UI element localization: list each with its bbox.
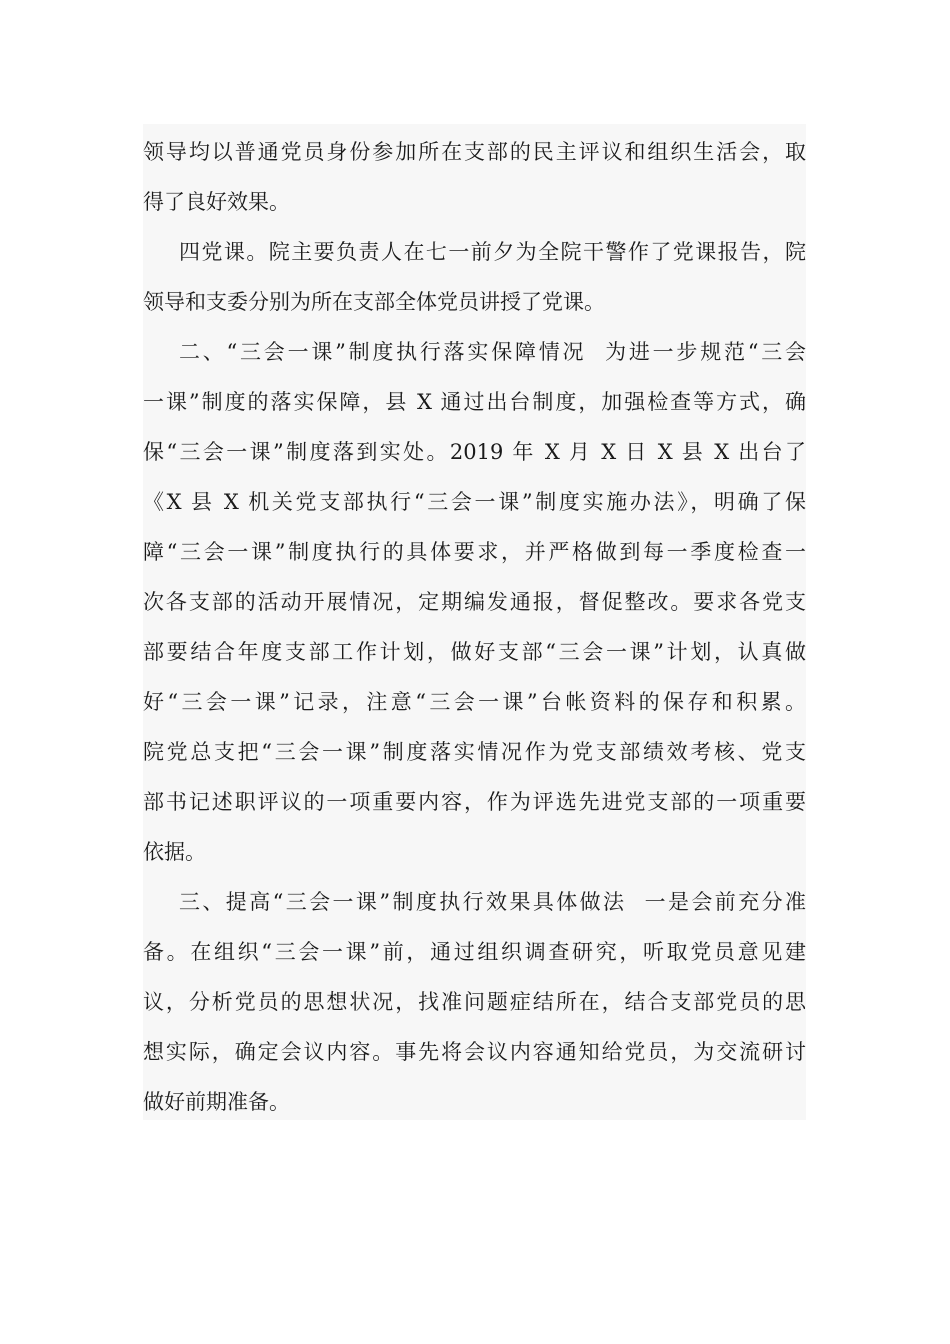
text-line-12: 好“三会一课”记录，注意“三会一课”台帐资料的保存和积累。 — [143, 690, 806, 714]
text-line-5: 二、“三会一课”制度执行落实保障情况 为进一步规范“三会 — [179, 340, 806, 364]
text-line-8: 《X 县 X 机关党支部执行“三会一课”制度实施办法》，明确了保 — [143, 490, 806, 514]
text-line-3: 四党课。院主要负责人在七一前夕为全院干警作了党课报告，院 — [179, 240, 806, 264]
text-line-2: 得了良好效果。 — [143, 190, 290, 214]
text-line-17: 备。在组织“三会一课”前，通过组织调查研究，听取党员意见建 — [143, 940, 806, 964]
text-line-20: 做好前期准备。 — [143, 1090, 290, 1114]
text-line-14: 部书记述职评议的一项重要内容，作为评选先进党支部的一项重要 — [143, 790, 806, 814]
text-line-11: 部要结合年度支部工作计划，做好支部“三会一课”计划，认真做 — [143, 640, 806, 664]
text-line-1: 领导均以普通党员身份参加所在支部的民主评议和组织生活会，取 — [143, 140, 806, 164]
text-line-16: 三、提高“三会一课”制度执行效果具体做法 一是会前充分准 — [179, 890, 806, 914]
text-line-7: 保“三会一课”制度落到实处。2019 年 X 月 X 日 X 县 X 出台了 — [143, 440, 806, 464]
text-line-18: 议，分析党员的思想状况，找准问题症结所在，结合支部党员的思 — [143, 990, 806, 1014]
text-line-13: 院党总支把“三会一课”制度落实情况作为党支部绩效考核、党支 — [143, 740, 806, 764]
text-line-4: 领导和支委分别为所在支部全体党员讲授了党课。 — [143, 290, 605, 314]
text-line-15: 依据。 — [143, 840, 206, 864]
text-line-6: 一课”制度的落实保障，县 X 通过出台制度，加强检查等方式，确 — [143, 390, 806, 414]
text-line-10: 次各支部的活动开展情况，定期编发通报，督促整改。要求各党支 — [143, 590, 806, 614]
text-line-19: 想实际，确定会议内容。事先将会议内容通知给党员，为交流研讨 — [143, 1040, 806, 1064]
document-text-block — [143, 124, 806, 1120]
text-line-9: 障“三会一课”制度执行的具体要求，并严格做到每一季度检查一 — [143, 540, 806, 564]
